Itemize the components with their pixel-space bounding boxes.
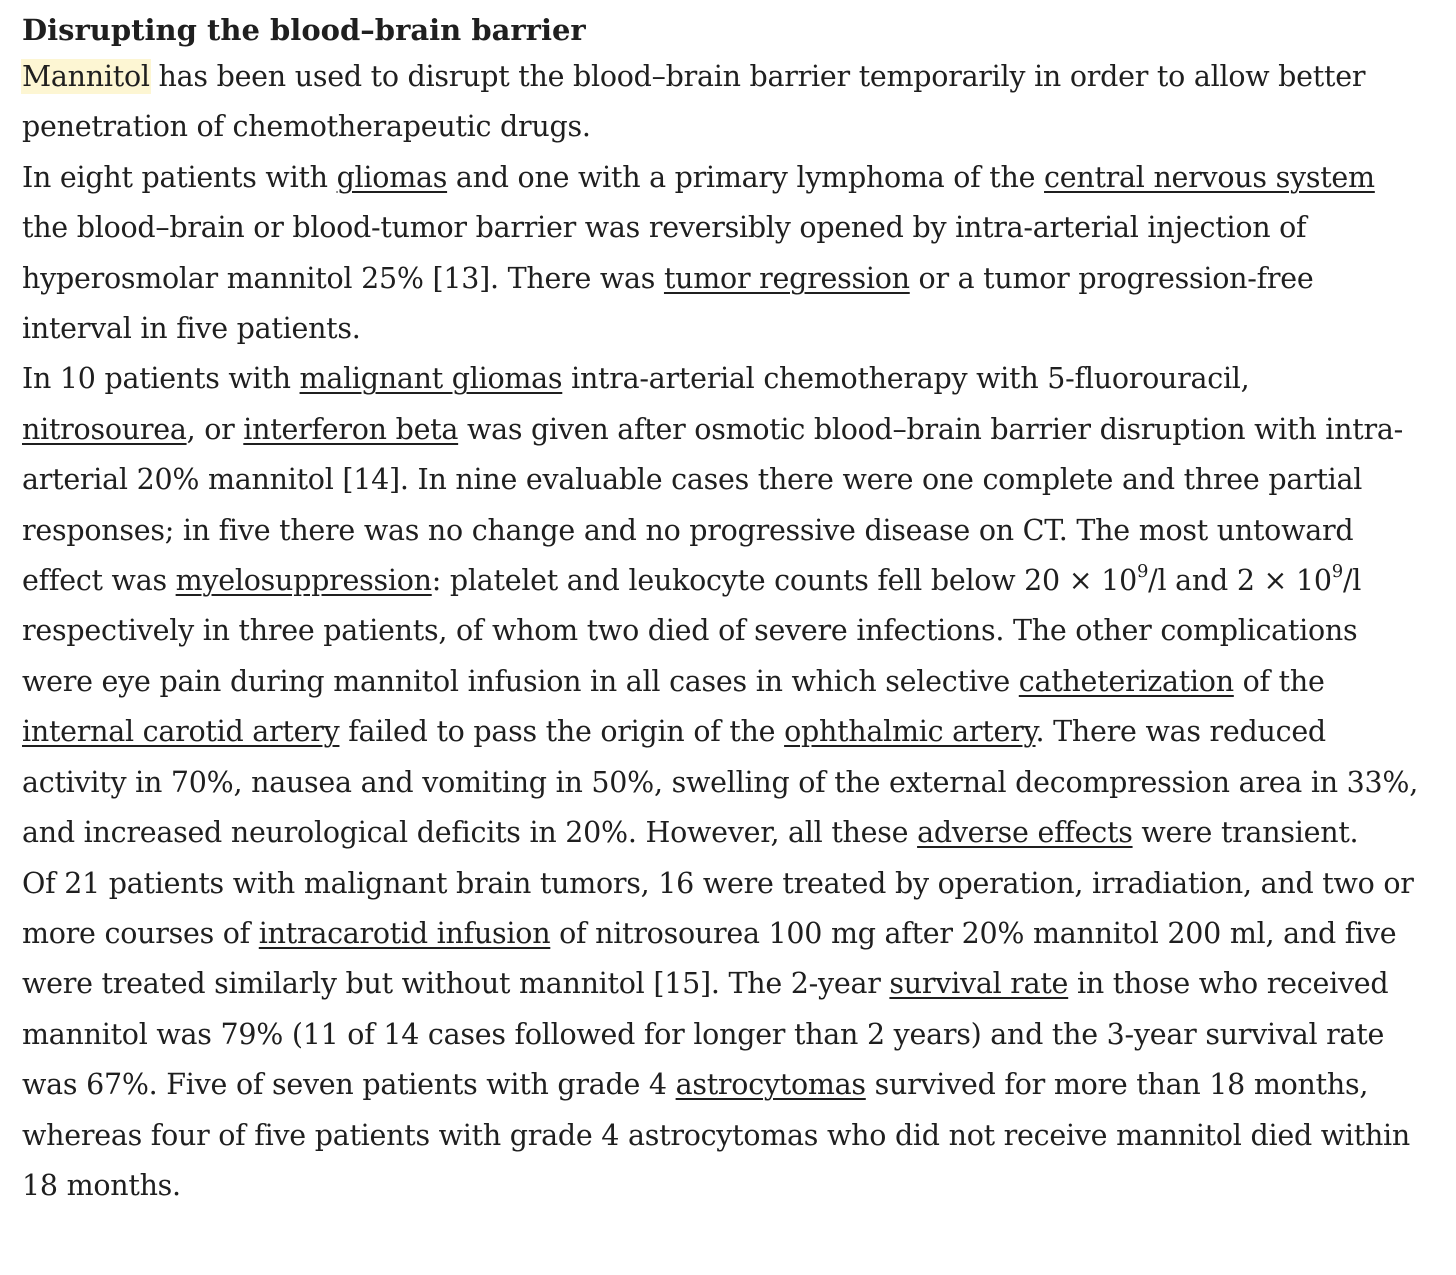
paragraph-1-text: has been used to disrupt the blood–brain barrier temporarily in order to allow better penetration of chemotherapeutic drugs. <box>22 60 1366 144</box>
paragraph-4 <box>22 859 1422 1212</box>
link-intracarotid-infusion[interactable]: intracarotid infusion <box>258 916 551 950</box>
paragraph-2 <box>22 153 1422 355</box>
paragraph-3-text-2: intra-arterial chemotherapy with 5-fluorouracil, <box>562 362 1250 396</box>
paragraph-3-text-11: were transient. <box>1132 816 1359 850</box>
paragraph-3-text-3: , or <box>186 412 244 446</box>
paragraph-3-text-10: . There was reduced activity in 70%, nausea and vomiting in 50%, swelling of the external decompression area in 33%, and increased neurological deficits in 20%. However, all these <box>22 715 1419 850</box>
paragraph-2-text-1: In eight patients with <box>22 160 337 194</box>
paragraph-4-text-3: in those who received mannitol was 79% (11 of 14 cases followed for longer than 2 years) and the 3-year survival rate was 67%. Five of seven patients with grade 4 <box>22 967 1389 1102</box>
paragraph-3-text-6: /l and 2 × 10 <box>1148 564 1332 598</box>
paragraph-4-text-2: of nitrosourea 100 mg after 20% mannitol 200 ml, and five were treated similarly but without mannitol [15]. The 2-year <box>22 916 1397 1001</box>
article-section <box>22 8 1422 1211</box>
link-survival-rate[interactable]: survival rate <box>889 967 1069 1001</box>
link-nitrosourea[interactable]: nitrosourea <box>22 412 187 446</box>
link-myelosuppression[interactable]: myelosuppression <box>175 564 432 598</box>
link-ophthalmic-artery[interactable]: ophthalmic artery <box>784 715 1036 749</box>
link-malignant-gliomas[interactable]: malignant gliomas <box>299 362 563 396</box>
paragraph-2-text-3: the blood–brain or blood-tumor barrier was reversibly opened by intra-arterial injection of hyperosmolar mannitol 25% [13]. There was <box>22 211 1307 295</box>
paragraph-3 <box>22 354 1422 858</box>
paragraph-3-text-8: of the <box>1233 664 1325 698</box>
highlighted-term-mannitol[interactable]: Mannitol <box>22 60 150 93</box>
superscript-exponent-1: 9 <box>1136 560 1149 582</box>
link-tumor-regression[interactable]: tumor regression <box>663 261 910 295</box>
link-internal-carotid-artery[interactable]: internal carotid artery <box>22 715 340 749</box>
paragraph-4-text-1: Of 21 patients with malignant brain tumors, 16 were treated by operation, irradiation, and two or more courses of <box>22 866 1414 950</box>
paragraph-2-text-2: and one with a primary lymphoma of the <box>447 160 1045 194</box>
paragraph-3-text-5: : platelet and leukocyte counts fell below 20 × 10 <box>431 564 1137 598</box>
paragraph-4-text-4: survived for more than 18 months, whereas four of five patients with grade 4 astrocytomas who did not receive mannitol died within 18 months. <box>22 1068 1411 1202</box>
link-interferon-beta[interactable]: interferon beta <box>243 412 459 446</box>
paragraph-3-text-7: /l respectively in three patients, of whom two died of severe infections. The other complications were eye pain during mannitol infusion in all cases in which selective <box>22 564 1362 698</box>
paragraph-2-text-4: or a tumor progression-free interval in five patients. <box>22 261 1314 346</box>
paragraph-1 <box>22 52 1422 153</box>
link-catheterization[interactable]: catheterization <box>1018 664 1234 698</box>
paragraph-3-text-1: In 10 patients with <box>22 362 300 396</box>
link-adverse-effects[interactable]: adverse effects <box>917 816 1133 850</box>
link-gliomas[interactable]: gliomas <box>336 160 448 194</box>
paragraph-3-text-4: was given after osmotic blood–brain barrier disruption with intra-arterial 20% mannitol [14]. In nine evaluable cases there were one complete and three partial responses; in five there was no change and no progressive disease on CT. The most untoward effect was <box>22 412 1403 598</box>
superscript-exponent-2: 9 <box>1331 560 1343 582</box>
link-astrocytomas[interactable]: astrocytomas <box>675 1068 866 1102</box>
section-heading: Disrupting the blood–brain barrier <box>22 13 586 47</box>
link-central-nervous-system[interactable]: central nervous system <box>1044 160 1375 194</box>
paragraph-3-text-9: failed to pass the origin of the <box>339 715 785 749</box>
